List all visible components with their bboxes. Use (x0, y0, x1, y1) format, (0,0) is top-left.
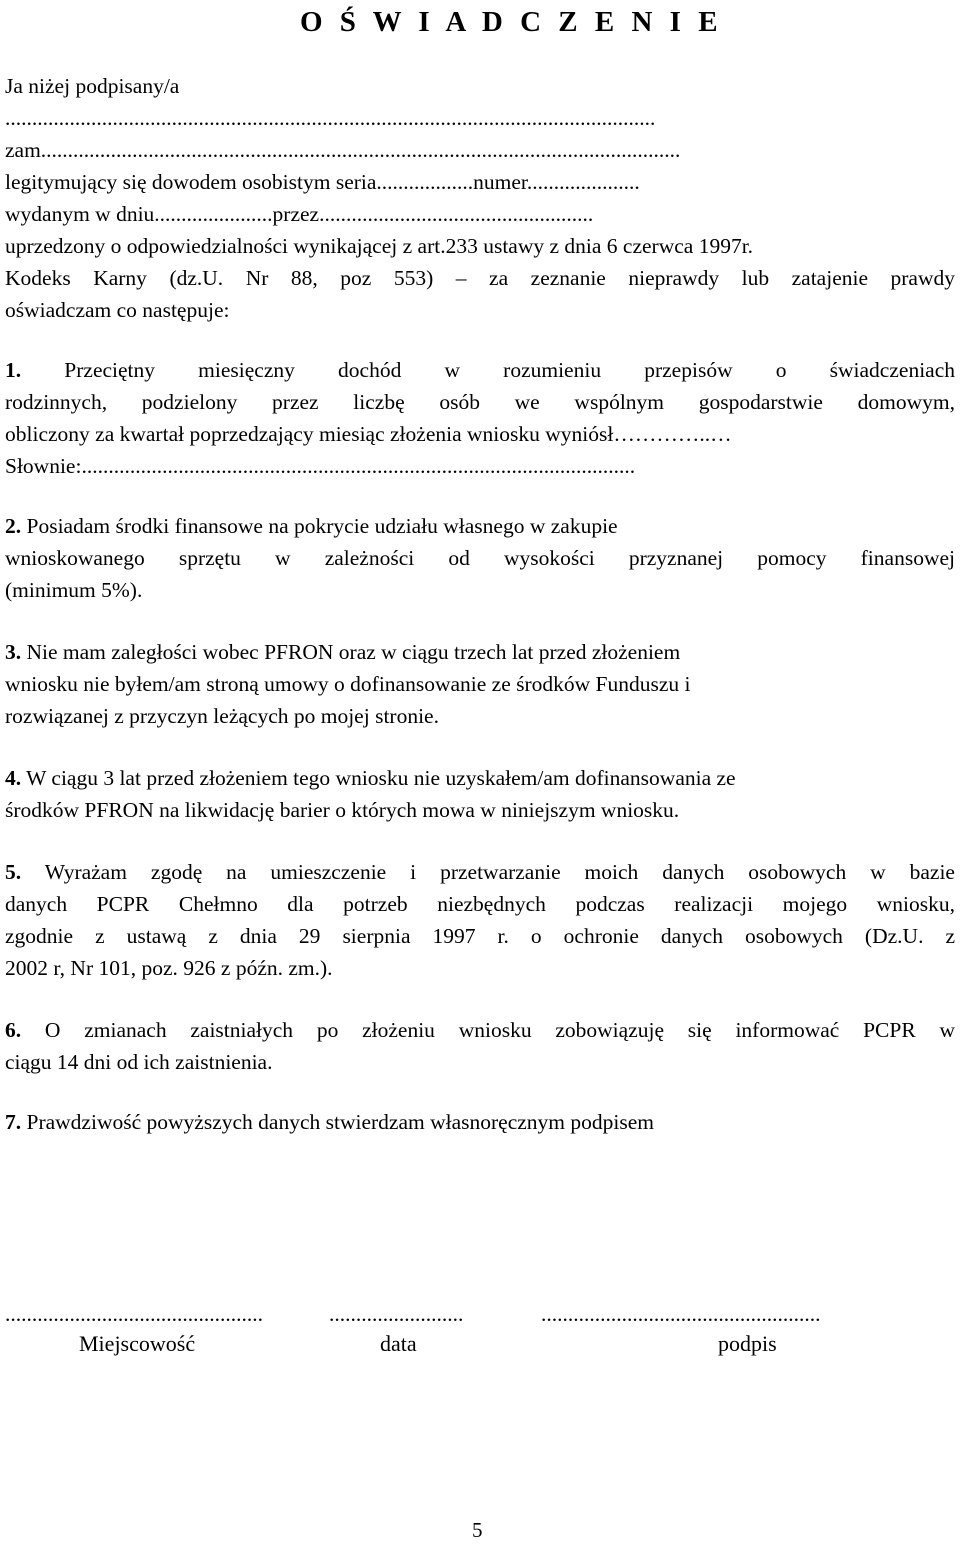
item-1-line: obliczony za kwartał poprzedzający miesiąc złożenia wniosku wyniósł…………..… (5, 422, 732, 446)
item-text: Nie mam zaległości wobec PFRON oraz w ciągu trzech lat przed złożeniem (26, 640, 681, 664)
item-text: Wyrażam zgodę na umieszczenie i przetwarzanie moich danych osobowych w bazie (44, 860, 955, 884)
page-number: 5 (472, 1518, 483, 1542)
intro-line: oświadczam co następuje: (5, 298, 230, 322)
item-text: W ciągu 3 lat przed złożeniem tego wniosku nie uzyskałem/am dofinansowania ze (26, 766, 736, 790)
item-number: 7. (5, 1110, 22, 1134)
item-5-line: danych PCPR Chełmno dla potrzeb niezbędnych podczas realizacji mojego wniosku, (5, 892, 955, 916)
address-fill-line: zam....................................................................................................................... (5, 138, 681, 162)
intro-line: uprzedzony o odpowiedzialności wynikającej z art.233 ustawy z dnia 6 czerwca 1997r. (5, 234, 754, 258)
item-6-line: ciągu 14 dni od ich zaistnienia. (5, 1050, 273, 1074)
intro-line: Kodeks Karny (dz.U. Nr 88, poz 553) – za zeznanie nieprawdy lub zatajenie prawdy (5, 266, 955, 290)
item-4-line: środków PFRON na likwidację barier o których mowa w niniejszym wniosku. (5, 798, 680, 822)
intro-line: Ja niżej podpisany/a (5, 74, 180, 98)
document-title: O Ś W I A D C Z E N I E (300, 6, 723, 38)
item-6-line (5, 1014, 955, 1046)
name-fill-line: ......................................................................................................................... (5, 106, 656, 130)
item-2-line: wnioskowanego sprzętu w zależności od wysokości przyznanej pomocy finansowej (5, 546, 955, 570)
item-text: Prawdziwość powyższych danych stwierdzam własnoręcznym podpisem (26, 1110, 654, 1134)
item-number: 3. (5, 640, 22, 664)
item-7-line (5, 1106, 654, 1138)
item-3-line: wniosku nie byłem/am stroną umowy o dofinansowanie ze środków Funduszu i (5, 672, 691, 696)
item-number: 1. (5, 358, 22, 382)
item-1-line (5, 354, 955, 386)
item-1-line: rodzinnych, podzielony przez liczbę osób we wspólnym gospodarstwie domowym, (5, 390, 955, 414)
place-signature-line: ................................................ (5, 1302, 263, 1326)
item-2-line: (minimum 5%). (5, 578, 143, 602)
item-number: 5. (5, 860, 22, 884)
date-signature-line: ......................... (329, 1302, 464, 1326)
sign-signature-line: .................................................... (541, 1302, 821, 1326)
item-text: Przeciętny miesięczny dochód w rozumieniu przepisów o świadczeniach (64, 358, 955, 382)
issued-fill-line: wydanym w dniu......................przez................................................... (5, 202, 594, 226)
item-1-line: Słownie:....................................................................................................... (5, 454, 636, 478)
item-4-line (5, 762, 736, 794)
item-3-line: rozwiązanej z przyczyn leżących po mojej stronie. (5, 704, 439, 728)
item-number: 4. (5, 766, 22, 790)
place-label: Miejscowość (79, 1331, 196, 1356)
item-5-line: zgodnie z ustawą z dnia 29 sierpnia 1997 r. o ochronie danych osobowych (Dz.U. z (5, 924, 955, 948)
item-5-line: 2002 r, Nr 101, poz. 926 z późn. zm.). (5, 956, 333, 980)
item-5-line (5, 856, 955, 888)
signature-label: podpis (718, 1331, 777, 1356)
item-number: 2. (5, 514, 22, 538)
item-number: 6. (5, 1018, 22, 1042)
id-card-fill-line: legitymujący się dowodem osobistym seria..................numer..................... (5, 170, 640, 194)
date-label: data (380, 1331, 417, 1356)
item-3-line (5, 636, 680, 668)
item-2-line (5, 510, 618, 542)
item-text: Posiadam środki finansowe na pokrycie udziału własnego w zakupie (26, 514, 618, 538)
item-text: O zmianach zaistniałych po złożeniu wniosku zobowiązuję się informować PCPR w (44, 1018, 955, 1042)
